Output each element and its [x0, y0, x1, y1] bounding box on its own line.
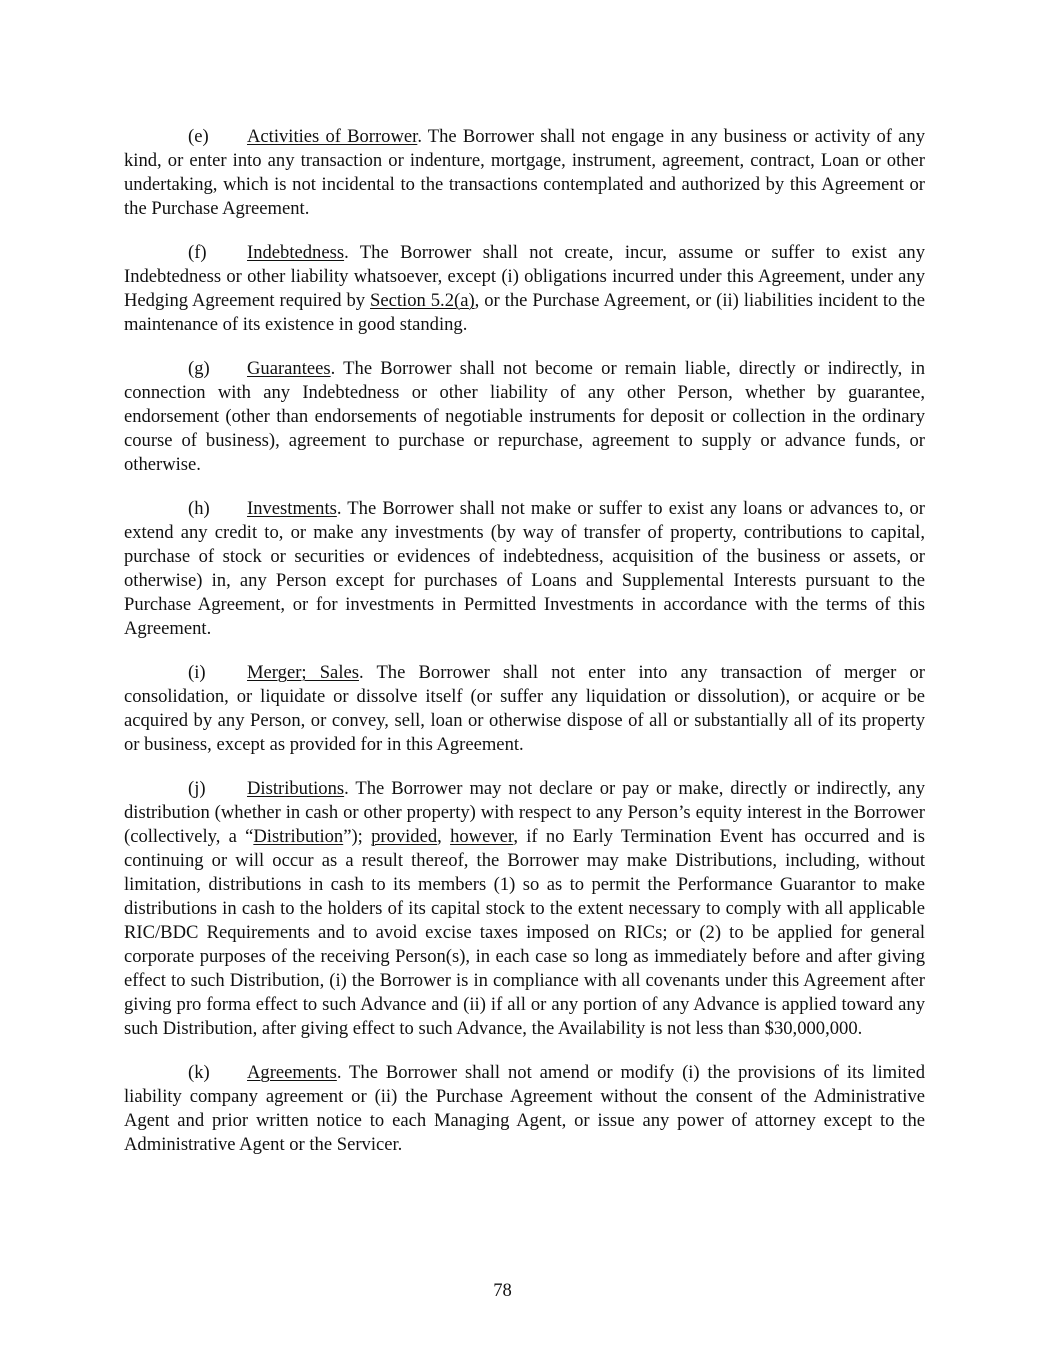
- section-cross-reference: Section 5.2(a): [370, 290, 475, 311]
- section-label: (e): [188, 126, 209, 147]
- section-heading: Guarantees: [247, 358, 331, 379]
- section-label: (i): [188, 662, 206, 683]
- section-i-merger-sales: [124, 661, 925, 757]
- section-label: (k): [188, 1062, 210, 1083]
- section-e-activities-of-borrower: [124, 125, 925, 221]
- proviso-term: however: [450, 826, 514, 847]
- section-label: (f): [188, 242, 207, 263]
- section-heading: Investments: [247, 498, 337, 519]
- section-heading: Distributions: [247, 778, 345, 799]
- section-body: . The Borrower shall not create, incur, assume or suffer to exist any Indebtedness or other liability whatsoever, except (i) obligations incurred under this Agreement, under any Hedging Agreement required by: [124, 242, 925, 311]
- page-number: 78: [493, 1280, 512, 1301]
- section-j-distributions: [124, 777, 925, 1041]
- section-heading: Merger; Sales: [247, 662, 359, 683]
- section-label: (j): [188, 778, 206, 799]
- section-label: (h): [188, 498, 210, 519]
- section-label: (g): [188, 358, 210, 379]
- section-body: . The Borrower shall not become or remain liable, directly or indirectly, in connection with any Indebtedness or other liability of any other Person, whether by guarantee, endorsement (other than endorsements of negotiable instruments for deposit or collection in the ordinary course of business), agreement to purchase or repurchase, agreement to supply or advance funds, or otherwise.: [124, 358, 925, 475]
- defined-term: Distribution: [253, 826, 344, 847]
- section-body: , or the Purchase Agreement, or (ii) liabilities incident to the maintenance of its existence in good standing.: [124, 290, 925, 335]
- section-body: . The Borrower shall not amend or modify (i) the provisions of its limited liability company agreement or (ii) the Purchase Agreement without the consent of the Administrative Agent and prior written notice to each Managing Agent, or issue any power of attorney except to the Administrative Agent or the Servicer.: [124, 1062, 925, 1155]
- proviso-term: provided: [371, 826, 438, 847]
- section-body: . The Borrower may not declare or pay or make, directly or indirectly, any distribution (whether in cash or other property) with respect to any Person’s equity interest in the Borrower (collectively, a “: [124, 778, 925, 847]
- section-heading: Agreements: [247, 1062, 337, 1083]
- section-heading: Activities of Borrower: [247, 126, 418, 147]
- section-body: . The Borrower shall not make or suffer to exist any loans or advances to, or extend any credit to, or make any investments (by way of transfer of property, contributions to capital, purchase of stock or securities or evidences of indebtedness, acquisition of the business or assets, or otherwise) in, any Person except for purchases of Loans and Supplemental Interests pursuant to the Purchase Agreement, or for investments in Permitted Investments in accordance with the terms of this Agreement.: [124, 498, 925, 639]
- section-body: , if no Early Termination Event has occurred and is continuing or will occur as a result thereof, the Borrower may make Distributions, including, without limitation, distributions in cash to its members (1) so as to permit the Performance Guarantor to make distributions in cash to the holders of its capital stock to the extent necessary to comply with all applicable RIC/BDC Requirements and to avoid excise taxes imposed on RICs; or (2) to be applied for general corporate purposes of the receiving Person(s), in each case so long as immediately before and after giving effect to such Distribution, (i) the Borrower is in compliance with all covenants under this Agreement after giving pro forma effect to such Advance and (ii) if all or any portion of any Advance is applied toward any such Distribution, after giving effect to such Advance, the Availability is not less than $30,000,000.: [124, 826, 926, 1039]
- document-page: [124, 125, 925, 1157]
- section-body: . The Borrower shall not enter into any transaction of merger or consolidation, or liquidate or dissolve itself (or suffer any liquidation or dissolution), or acquire or be acquired by any Person, or convey, sell, loan or otherwise dispose of all or substantially all of its property or business, except as provided for in this Agreement.: [124, 662, 925, 755]
- section-f-indebtedness: [124, 241, 925, 337]
- section-k-agreements: [124, 1061, 925, 1157]
- section-heading: Indebtedness: [247, 242, 345, 263]
- section-body: ”);: [343, 826, 372, 847]
- section-body: . The Borrower shall not engage in any business or activity of any kind, or enter into any transaction or indenture, mortgage, instrument, agreement, contract, Loan or other undertaking, which is not incidental to the transactions contemplated and authorized by this Agreement or the Purchase Agreement.: [124, 126, 925, 219]
- section-h-investments: [124, 497, 925, 641]
- section-body: ,: [437, 826, 451, 847]
- section-g-guarantees: [124, 357, 925, 477]
